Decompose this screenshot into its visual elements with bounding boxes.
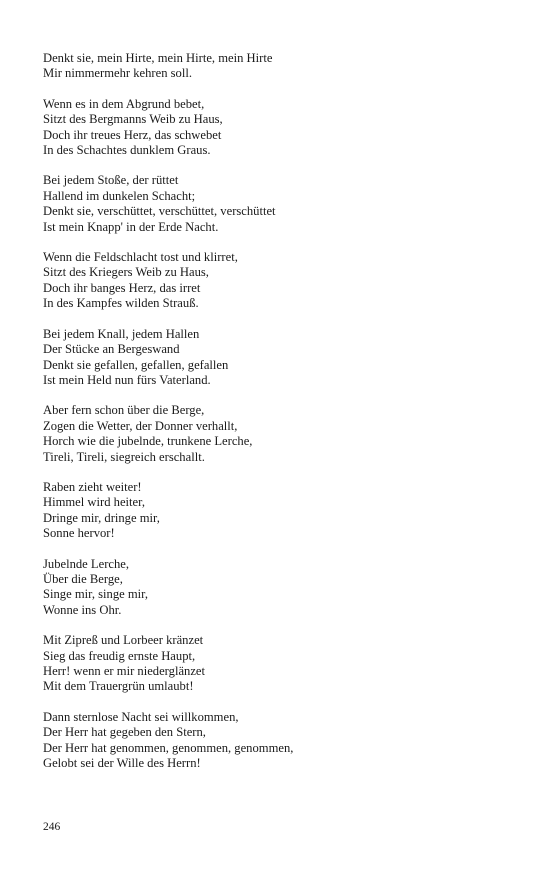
poem-line: Denkt sie, mein Hirte, mein Hirte, mein Hirte (43, 51, 273, 65)
poem-line: Mit Zipreß und Lorbeer kränzet (43, 633, 204, 648)
poem-line: Über die Berge, (43, 571, 123, 586)
poem-line: Der Herr hat gegeben den Stern, (43, 725, 206, 740)
poem-line: Zogen die Wetter, der Donner verhallt, (43, 418, 238, 433)
poem-line: Horch wie die jubelnde, trunkene Lerche, (43, 434, 253, 449)
stanza-3 (43, 173, 523, 235)
stanza-10 (43, 710, 523, 772)
poem-line: Jubelnde Lerche, (43, 556, 130, 571)
poem-line: Himmel wird heiter, (43, 495, 145, 510)
poem-line: Ist mein Held nun fürs Vaterland. (43, 372, 211, 387)
stanza-5 (43, 327, 523, 389)
poem-line: Aber fern schon über die Berge, (43, 403, 205, 418)
poem-line: Hallend im dunkelen Schacht; (43, 188, 196, 203)
poem-line: Mit dem Trauergrün umlaubt! (43, 679, 194, 694)
poem-line: Bei jedem Knall, jedem Hallen (43, 326, 200, 341)
stanza-4 (43, 250, 523, 312)
poem-line: Ist mein Knapp' in der Erde Nacht. (43, 219, 219, 234)
poem-line: Wenn die Feldschlacht tost und klirret, (43, 250, 238, 265)
poem-line: Raben zieht weiter! (43, 479, 142, 494)
stanza-6 (43, 403, 523, 465)
poem-line: Tireli, Tireli, siegreich erschallt. (43, 449, 205, 464)
stanza-7 (43, 480, 523, 542)
poem-line: Bei jedem Stoße, der rüttet (43, 173, 179, 188)
stanza-8 (43, 557, 523, 619)
poem-line: Mir nimmermehr kehren soll. (43, 66, 192, 81)
poem-line: Der Stücke an Bergeswand (43, 342, 180, 357)
poem-line: Denkt sie, verschüttet, verschüttet, verschüttet (43, 204, 276, 219)
poem-line: In des Kampfes wilden Strauß. (43, 296, 199, 311)
poem-line: Sitzt des Bergmanns Weib zu Haus, (43, 112, 223, 127)
stanza-1 (43, 51, 523, 82)
poem-line: Gelobt sei der Wille des Herrn! (43, 756, 201, 771)
poem-text (43, 51, 523, 786)
page-number: 246 (43, 821, 61, 833)
poem-line: Doch ihr treues Herz, das schwebet (43, 127, 222, 142)
poem-line: Denkt sie gefallen, gefallen, gefallen (43, 357, 229, 372)
poem-line: Herr! wenn er mir niederglänzet (43, 664, 206, 678)
poem-line: Dann sternlose Nacht sei willkommen, (43, 709, 239, 724)
stanza-2 (43, 97, 523, 159)
poem-line: Sonne hervor! (43, 526, 115, 541)
poem-line: Sitzt des Kriegers Weib zu Haus, (43, 265, 209, 280)
poem-line: Wenn es in dem Abgrund bebet, (43, 96, 205, 111)
poem-line: Dringe mir, dringe mir, (43, 510, 160, 525)
poem-line: Wonne ins Ohr. (43, 602, 122, 617)
poem-line: Der Herr hat genommen, genommen, genommen, (43, 740, 294, 755)
poem-line: In des Schachtes dunklem Graus. (43, 143, 211, 158)
poem-line: Doch ihr banges Herz, das irret (43, 280, 201, 295)
poem-line: Sieg das freudig ernste Haupt, (43, 648, 196, 663)
poem-line: Singe mir, singe mir, (43, 587, 148, 602)
stanza-9 (43, 633, 523, 695)
